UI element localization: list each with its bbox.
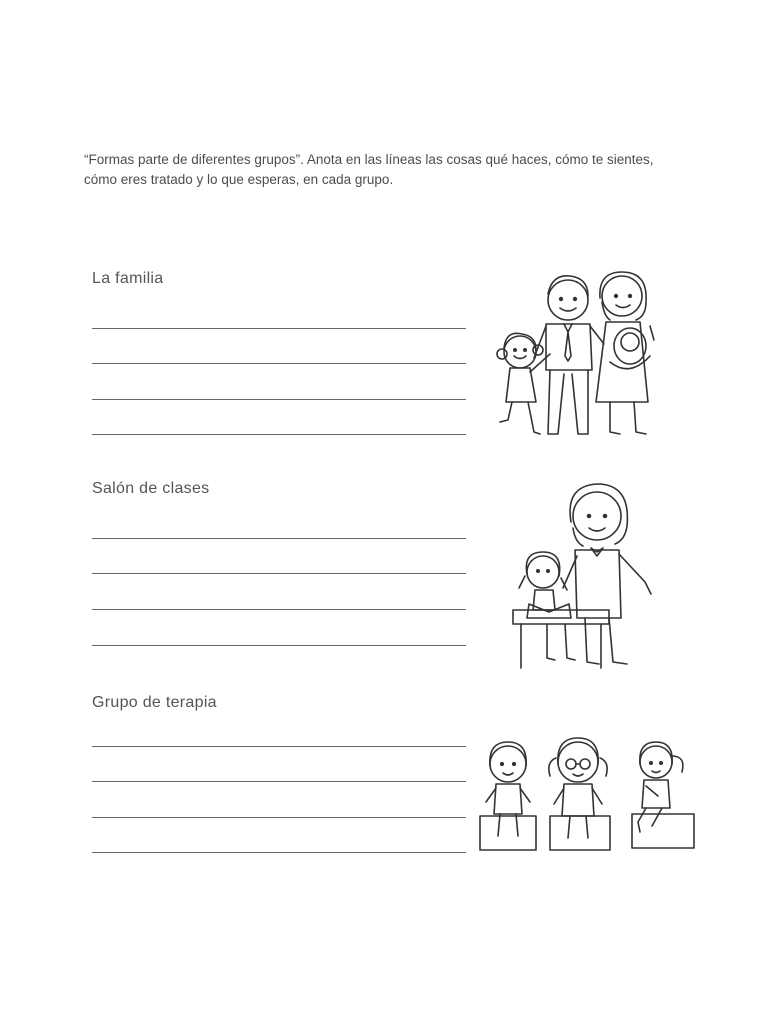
answer-line[interactable] [92,363,466,364]
answer-line[interactable] [92,573,466,574]
answer-line[interactable] [92,399,466,400]
therapy-group-illustration [476,736,698,854]
answer-line[interactable] [92,781,466,782]
family-illustration [490,262,665,442]
classroom-illustration [505,478,660,673]
section-title-family: La familia [92,270,164,287]
answer-line[interactable] [92,609,466,610]
instructions-text: “Formas parte de diferentes grupos”. Anota en las líneas las cosas qué haces, cómo te sientes, cómo eres tratado y lo que esperas, en cada grupo. [84,152,654,187]
answer-line[interactable] [92,434,466,435]
answer-line[interactable] [92,817,466,818]
section-title-classroom: Salón de clases [92,480,210,497]
answer-line[interactable] [92,746,466,747]
answer-line[interactable] [92,328,466,329]
answer-line[interactable] [92,852,466,853]
answer-line[interactable] [92,645,466,646]
answer-line[interactable] [92,538,466,539]
section-title-therapy-group: Grupo de terapia [92,694,217,711]
